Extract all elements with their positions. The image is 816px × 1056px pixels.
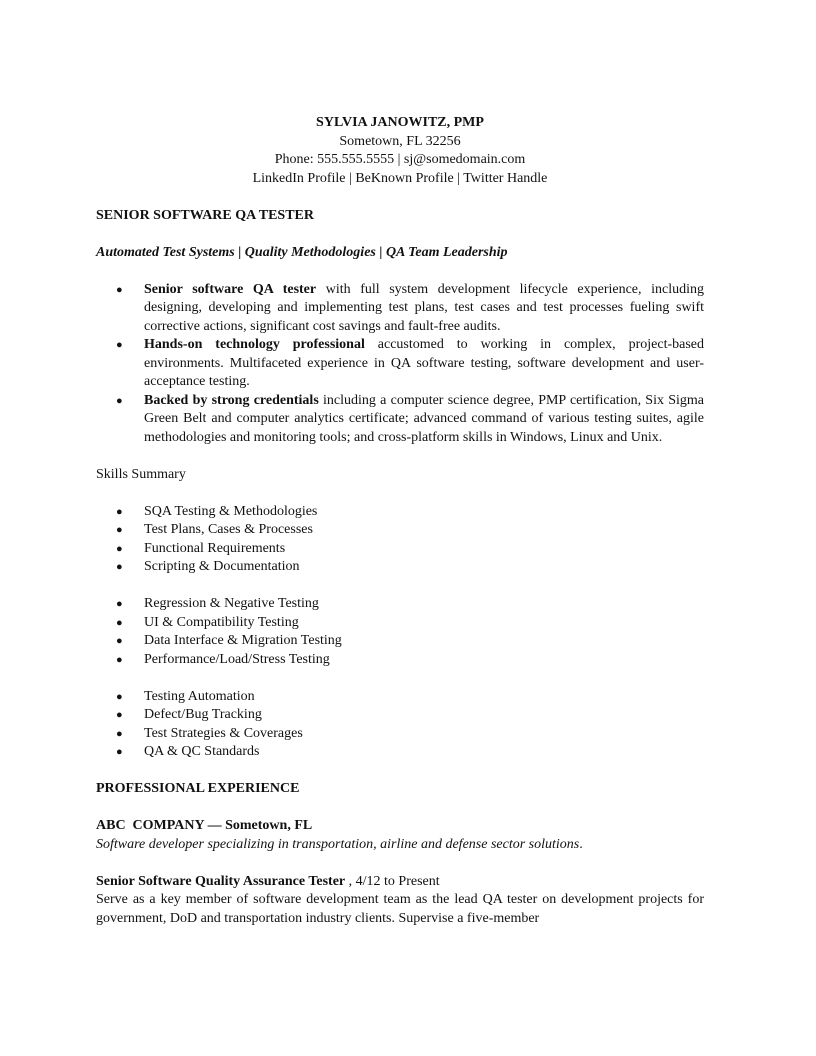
highlight-lead: Hands-on technology professional bbox=[144, 337, 365, 352]
skill-item: ● Defect/Bug Tracking bbox=[96, 706, 704, 725]
skills-group-3 bbox=[96, 688, 704, 762]
skill-item: ● Data Interface & Migration Testing bbox=[96, 632, 704, 651]
bullet-icon: ● bbox=[116, 746, 123, 758]
skill-item: ● UI & Compatibility Testing bbox=[96, 614, 704, 633]
skills-heading: Skills Summary bbox=[96, 466, 186, 482]
resume-content bbox=[96, 114, 704, 928]
company-description: Software developer specializing in transportation, airline and defense sector solutions. bbox=[96, 836, 583, 852]
bullet-icon: ● bbox=[116, 524, 123, 536]
highlight-lead: Senior software QA tester bbox=[144, 281, 317, 297]
skills-group-2 bbox=[96, 595, 704, 669]
skill-item: ● Scripting & Documentation bbox=[96, 558, 704, 577]
skill-item: ● Regression & Negative Testing bbox=[96, 595, 704, 614]
bullet-icon: ● bbox=[116, 283, 123, 296]
skill-item: ● Testing Automation bbox=[96, 688, 704, 707]
bullet-icon: ● bbox=[116, 709, 123, 721]
bullet-icon: ● bbox=[116, 690, 123, 703]
candidate-location: Sometown, FL 32256 bbox=[339, 133, 461, 149]
skill-item: ● SQA Testing & Methodologies bbox=[96, 503, 704, 522]
bullet-icon: ● bbox=[116, 727, 123, 740]
experience-heading: PROFESSIONAL EXPERIENCE bbox=[96, 781, 300, 796]
role-description: Serve as a key member of software development team as the lead QA tester on development projects for government, DoD and transportation industry clients. Supervise a five-member bbox=[96, 892, 704, 926]
highlights-list bbox=[96, 281, 704, 448]
skill-item: ● Performance/Load/Stress Testing bbox=[96, 651, 704, 670]
bullet-icon: ● bbox=[116, 635, 123, 647]
highlight-item bbox=[96, 281, 704, 337]
resume-tagline: Automated Test Systems | Quality Methodologies | QA Team Leadership bbox=[96, 244, 508, 260]
role-dates: , 4/12 to Present bbox=[345, 873, 440, 889]
bullet-icon: ● bbox=[116, 339, 123, 351]
skills-group-1 bbox=[96, 503, 704, 577]
company-name: ABC COMPANY — Sometown, FL bbox=[96, 818, 313, 833]
contact-header bbox=[96, 114, 704, 188]
highlight-text: accustomed to working in complex, project-based environments. Multifaceted experience in QA software testing, software development and user-acceptance testing. bbox=[144, 337, 705, 389]
bullet-icon: ● bbox=[116, 616, 123, 629]
highlight-text: including a computer science degree, PMP certification, Six Sigma Green Belt and computer analytics certificate; advanced command of various testing suites, agile methodologies and monitoring tools; and cross-platform skills in Windows, Linux and Unix. bbox=[144, 392, 705, 445]
bullet-icon: ● bbox=[116, 598, 123, 610]
bullet-icon: ● bbox=[116, 394, 123, 407]
highlight-item bbox=[96, 392, 704, 448]
candidate-name: SYLVIA JANOWITZ, PMP bbox=[316, 115, 484, 130]
skill-item: ● Test Plans, Cases & Processes bbox=[96, 521, 704, 540]
bullet-icon: ● bbox=[116, 505, 123, 518]
bullet-icon: ● bbox=[116, 542, 123, 555]
highlight-item bbox=[96, 336, 704, 392]
candidate-links: LinkedIn Profile | BeKnown Profile | Twitter Handle bbox=[252, 170, 548, 186]
highlight-lead: Backed by strong credentials bbox=[144, 392, 319, 408]
candidate-contact: Phone: 555.555.5555 | sj@somedomain.com bbox=[274, 152, 526, 167]
bullet-icon: ● bbox=[116, 653, 123, 666]
resume-title: SENIOR SOFTWARE QA TESTER bbox=[96, 207, 314, 223]
skill-item: ● Test Strategies & Coverages bbox=[96, 725, 704, 744]
skill-item: ● Functional Requirements bbox=[96, 540, 704, 559]
highlight-text: with full system development lifecycle experience, including designing, developing and implementing test plans, test cases and test processes fueling swift corrective actions, significant cost savings and fault-free audits. bbox=[144, 281, 704, 334]
role-title: Senior Software Quality Assurance Tester bbox=[96, 873, 346, 889]
skill-item: ● QA & QC Standards bbox=[96, 743, 704, 762]
role-header bbox=[96, 873, 704, 892]
bullet-icon: ● bbox=[116, 561, 123, 573]
